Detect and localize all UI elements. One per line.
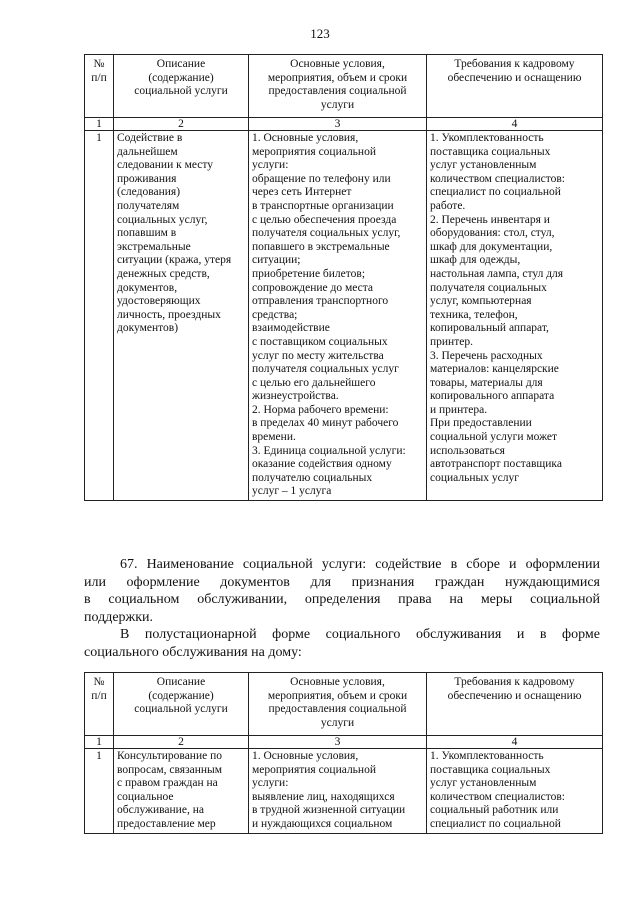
cell-line: 2. Перечень инвентаря и: [430, 213, 550, 226]
cell-line: отправления транспортного: [252, 295, 389, 308]
cell-line: попавшего в экстремальные: [252, 240, 390, 253]
cell-line: услуг по месту жительства: [252, 349, 384, 362]
table-header-row: [85, 55, 603, 118]
row-number: 1: [85, 131, 114, 501]
cell-line: с целью обеспечения проезда: [252, 213, 397, 226]
cell-line: экстремальные: [117, 240, 191, 253]
cell-line: следовании к месту: [117, 159, 213, 172]
cell-line: личность, проездных: [117, 308, 221, 321]
column-index: 1: [85, 118, 114, 131]
cell-line: ситуации (кража, утеря: [117, 254, 232, 267]
table-row: [85, 749, 603, 834]
cell-line: №: [93, 676, 105, 688]
paragraph-67: [84, 556, 600, 626]
cell-line: обеспечению и оснащению: [447, 71, 582, 84]
cell-line: оказание содействия одному: [252, 458, 392, 471]
service-requirements: [427, 749, 603, 834]
services-table-2: [84, 672, 603, 834]
cell-line: с целью его дальнейшего: [252, 376, 376, 389]
header-number: [85, 55, 114, 118]
cell-line: услуг установленным: [430, 159, 537, 172]
cell-line: и принтера.: [430, 403, 488, 416]
cell-line: услуги: [320, 716, 355, 729]
cell-line: количеством специалистов:: [430, 172, 565, 185]
header-description: [114, 55, 249, 118]
cell-line: обеспечению и оснащению: [447, 689, 582, 702]
cell-line: Требования к кадровому: [454, 58, 575, 70]
cell-line: Описание: [156, 58, 206, 70]
cell-line: 1. Укомплектованность: [430, 132, 544, 144]
cell-line: получателя социальных услуг,: [252, 227, 401, 240]
header-description: [114, 673, 249, 736]
column-index: 2: [114, 118, 249, 131]
column-index: 2: [114, 736, 249, 749]
paragraph-line: 67. Наименование социальной услуги: содействие в сборе и оформлении: [120, 557, 600, 572]
cell-line: Описание: [156, 676, 206, 688]
cell-line: дальнейшем: [117, 145, 178, 158]
services-table-1: [84, 54, 603, 501]
cell-line: социальной услуги может: [430, 431, 558, 444]
header-conditions: [249, 55, 427, 118]
paragraph-line: поддержки.: [84, 609, 154, 625]
cell-line: копировального аппарата: [430, 390, 555, 403]
cell-line: социальных услуг: [430, 471, 519, 484]
cell-line: взаимодействие: [252, 322, 330, 335]
column-index: 3: [249, 736, 427, 749]
cell-line: (содержание): [148, 71, 214, 84]
column-index-row: [85, 736, 603, 749]
row-number: 1: [85, 749, 114, 834]
cell-line: получателя социальных услуг: [252, 363, 399, 376]
cell-line: материалов: канцелярские: [430, 363, 559, 376]
cell-line: обращение по телефону или: [252, 172, 391, 185]
cell-line: с правом граждан на: [117, 777, 218, 790]
cell-line: п/п: [91, 71, 107, 84]
table-row: [85, 131, 603, 501]
cell-line: Требования к кадровому: [454, 676, 575, 688]
page-number: 123: [310, 26, 330, 41]
cell-line: автотранспорт поставщика: [430, 458, 562, 471]
cell-line: использоваться: [430, 444, 505, 457]
cell-line: техника, телефон,: [430, 308, 518, 321]
cell-line: предоставления социальной: [268, 85, 407, 98]
cell-line: получателю социальных: [252, 471, 373, 484]
table-header-row: [85, 673, 603, 736]
cell-line: услуги: [320, 98, 355, 111]
cell-line: попавшим в: [117, 227, 177, 240]
cell-line: 3. Единица социальной услуги:: [252, 444, 406, 457]
cell-line: товары, материалы для: [430, 376, 543, 389]
cell-line: 3. Перечень расходных: [430, 349, 543, 362]
cell-line: жизнеустройства.: [252, 390, 339, 403]
cell-line: поставщика социальных: [430, 145, 551, 158]
cell-line: 1. Основные условия,: [252, 132, 359, 144]
cell-line: п/п: [91, 689, 107, 702]
cell-line: социальной услуги: [134, 85, 228, 98]
column-index: 3: [249, 118, 427, 131]
cell-line: денежных средств,: [117, 267, 210, 280]
cell-line: документов): [117, 322, 179, 335]
cell-line: мероприятия социальной: [252, 145, 376, 158]
cell-line: выявление лиц, находящихся: [252, 790, 395, 803]
cell-line: (содержание): [148, 689, 214, 702]
cell-line: с поставщиком социальных: [252, 335, 388, 348]
cell-line: получателя социальных: [430, 281, 547, 294]
cell-line: обслуживание, на: [117, 804, 204, 817]
cell-line: времени.: [252, 431, 296, 444]
cell-line: специалист по социальной: [430, 817, 561, 830]
cell-line: Консультирование по: [117, 750, 222, 762]
cell-line: работе.: [430, 199, 466, 212]
cell-line: средства;: [252, 308, 298, 321]
cell-line: При предоставлении: [430, 417, 532, 430]
header-conditions: [249, 673, 427, 736]
header-requirements: [427, 673, 603, 736]
cell-line: сопровождение до места: [252, 281, 374, 294]
cell-line: социальных услуг,: [117, 213, 208, 226]
paragraph-line: в социальном обслуживании, определения права на меры социальной: [84, 592, 600, 607]
cell-line: через сеть Интернет: [252, 186, 352, 199]
cell-line: социальной услуги: [134, 703, 228, 716]
cell-line: количеством специалистов:: [430, 790, 565, 803]
cell-line: 2. Норма рабочего времени:: [252, 403, 389, 416]
cell-line: услуги:: [252, 777, 289, 790]
cell-line: оборудования: стол, стул,: [430, 227, 555, 240]
paragraph-line: социального обслуживания на дому:: [84, 644, 302, 660]
cell-line: и нуждающихся социальном: [252, 817, 393, 830]
cell-line: Основные условия,: [290, 58, 385, 70]
cell-line: услуги:: [252, 159, 289, 172]
column-index: 4: [427, 118, 603, 131]
paragraph-line: В полустационарной форме социального обслуживания и в форме: [120, 627, 600, 642]
cell-line: мероприятия, объем и сроки: [267, 689, 408, 702]
cell-line: 1. Укомплектованность: [430, 750, 544, 762]
cell-line: приобретение билетов;: [252, 267, 366, 280]
cell-line: документов,: [117, 281, 178, 294]
service-description: [114, 749, 249, 834]
cell-line: в транспортные организации: [252, 199, 394, 212]
header-number: [85, 673, 114, 736]
cell-line: ситуации;: [252, 254, 301, 267]
cell-line: в пределах 40 минут рабочего: [252, 417, 399, 430]
cell-line: социальный работник или: [430, 804, 559, 817]
service-conditions: [249, 749, 427, 834]
cell-line: (следования): [117, 186, 181, 199]
column-index: 1: [85, 736, 114, 749]
header-requirements: [427, 55, 603, 118]
cell-line: предоставления социальной: [268, 703, 407, 716]
cell-line: мероприятия, объем и сроки: [267, 71, 408, 84]
cell-line: принтер.: [430, 335, 473, 348]
service-conditions: [249, 131, 427, 501]
cell-line: в трудной жизненной ситуации: [252, 804, 406, 817]
cell-line: вопросам, связанным: [117, 763, 223, 776]
cell-line: 1. Основные условия,: [252, 750, 359, 762]
cell-line: проживания: [117, 172, 177, 185]
cell-line: удостоверяющих: [117, 295, 201, 308]
cell-line: услуг – 1 услуга: [252, 485, 332, 498]
column-index-row: [85, 118, 603, 131]
paragraph-line: или оформление документов для признания граждан нуждающимися: [84, 574, 600, 590]
cell-line: услуг, компьютерная: [430, 295, 532, 308]
cell-line: специалист по социальной: [430, 186, 561, 199]
cell-line: получателям: [117, 199, 180, 212]
cell-line: шкаф для одежды,: [430, 254, 521, 267]
cell-line: услуг установленным: [430, 777, 537, 790]
cell-line: шкаф для документации,: [430, 240, 553, 253]
cell-line: №: [93, 58, 105, 70]
column-index: 4: [427, 736, 603, 749]
paragraph-service-form: [84, 626, 600, 661]
cell-line: Содействие в: [117, 132, 183, 144]
cell-line: социальное: [117, 790, 174, 803]
cell-line: предоставление мер: [117, 817, 216, 830]
service-requirements: [427, 131, 603, 501]
cell-line: Основные условия,: [290, 676, 385, 688]
service-description: [114, 131, 249, 501]
cell-line: поставщика социальных: [430, 763, 551, 776]
cell-line: настольная лампа, стул для: [430, 267, 564, 280]
cell-line: копировальный аппарат,: [430, 322, 549, 335]
cell-line: мероприятия социальной: [252, 763, 376, 776]
